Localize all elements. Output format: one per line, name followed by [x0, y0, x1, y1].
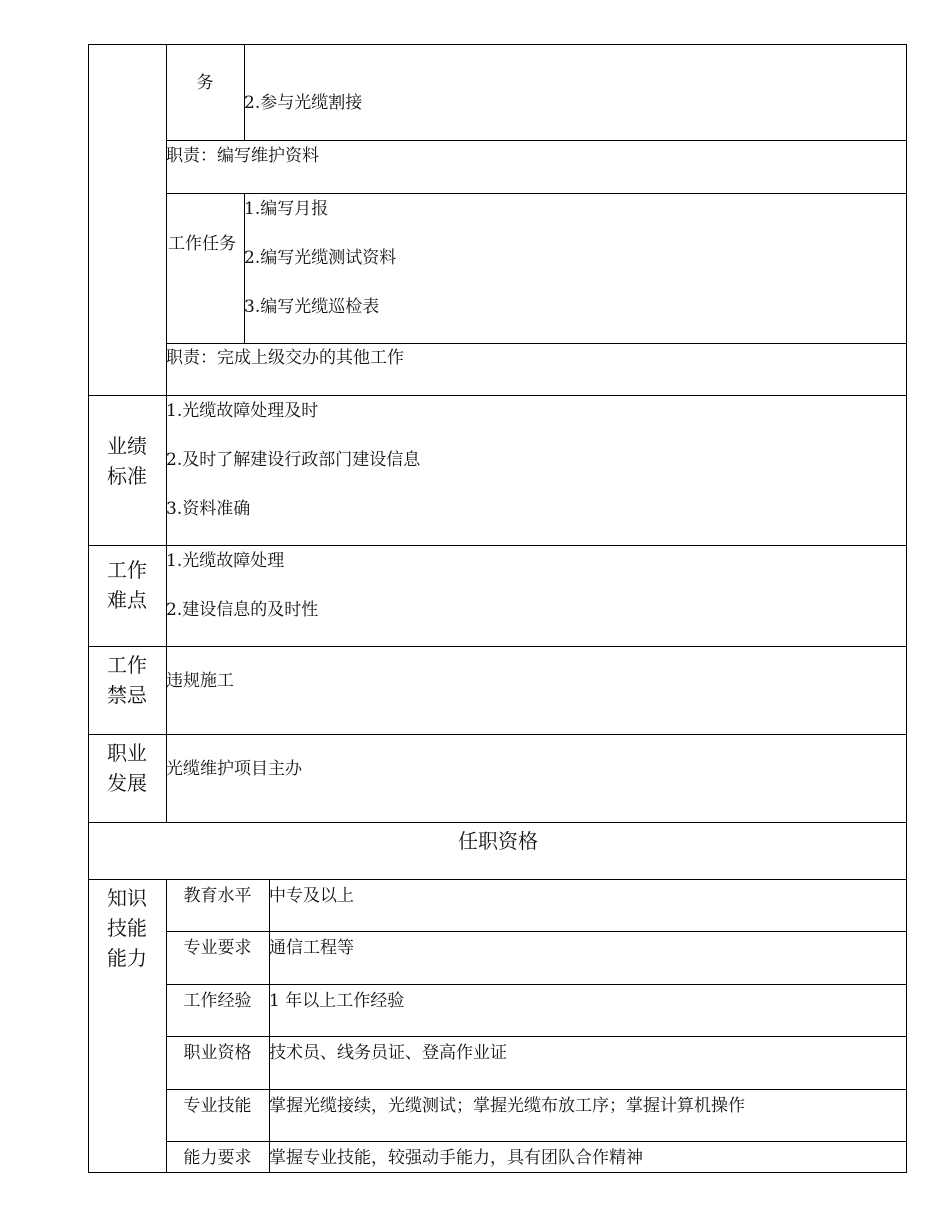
career-value: 光缆维护项目主办 — [166, 759, 302, 779]
performance-item-2: 2.及时了解建设行政部门建设信息 — [166, 450, 421, 470]
h-line-header-top — [88, 822, 907, 823]
taboos-label — [88, 650, 166, 710]
qual-label-certification: 职业资格 — [183, 1043, 252, 1063]
border-top — [88, 44, 907, 45]
taboos-label-text: 工作禁忌 — [107, 653, 147, 707]
qual-label-skills: 专业技能 — [183, 1096, 252, 1116]
performance-item-3: 3.资料准确 — [166, 499, 251, 519]
qual-label-major: 专业要求 — [183, 938, 252, 958]
h-line-career-top — [88, 734, 907, 735]
task-label-partial: 务 — [196, 73, 214, 93]
h-line-perf-top — [88, 395, 907, 396]
task-2-item-3: 3.编写光缆巡检表 — [244, 297, 380, 317]
h-line-diff-top — [88, 545, 907, 546]
task-partial-item: 2.参与光缆割接 — [244, 93, 363, 113]
qualifications-group-label — [88, 883, 166, 973]
qual-value-certification: 技术员、线务员证、登高作业证 — [269, 1043, 507, 1063]
qual-row-line-3 — [166, 1036, 907, 1037]
qual-value-education: 中专及以上 — [269, 886, 354, 906]
qual-value-experience: 1 年以上工作经验 — [269, 991, 405, 1011]
h-line-3 — [166, 343, 907, 344]
task-label-2-text: 工作任务 — [168, 234, 236, 254]
performance-item-1: 1.光缆故障处理及时 — [166, 401, 319, 421]
difficulties-label-text: 工作难点 — [107, 558, 147, 612]
qual-row-line-4 — [166, 1089, 907, 1090]
qual-row-line-2 — [166, 984, 907, 985]
h-line-1 — [166, 140, 907, 141]
performance-label-text: 业绩标准 — [107, 434, 147, 488]
qual-value-ability: 掌握专业技能，较强动手能力，具有团队合作精神 — [269, 1148, 643, 1168]
qual-row-line-1 — [166, 931, 907, 932]
difficulties-item-2: 2.建设信息的及时性 — [166, 600, 319, 620]
qual-value-major: 通信工程等 — [269, 938, 354, 958]
h-line-header-bottom — [88, 879, 907, 880]
career-label-text: 职业发展 — [107, 741, 147, 795]
qual-label-education: 教育水平 — [183, 886, 252, 906]
task-label-2 — [167, 232, 237, 256]
qual-row-line-5 — [166, 1141, 907, 1142]
border-bottom — [88, 1172, 907, 1173]
qual-value-skills: 掌握光缆接续，光缆测试；掌握光缆布放工序；掌握计算机操作 — [269, 1096, 745, 1116]
performance-label — [88, 431, 166, 491]
h-line-taboo-top — [88, 646, 907, 647]
duty-3-text: 职责：完成上级交办的其他工作 — [166, 348, 404, 368]
h-line-2 — [166, 193, 907, 194]
col1-divider-bottom — [166, 880, 167, 1173]
qual-label-experience: 工作经验 — [183, 991, 252, 1011]
career-label — [88, 738, 166, 798]
task-2-item-2: 2.编写光缆测试资料 — [244, 248, 397, 268]
difficulties-label — [88, 555, 166, 615]
qual-col-divider — [269, 880, 270, 1173]
qualifications-group-label-text: 知识技能能力 — [107, 886, 147, 970]
duty-2-text: 职责：编写维护资料 — [166, 146, 319, 166]
border-right — [906, 44, 907, 1173]
qual-label-ability: 能力要求 — [183, 1148, 252, 1168]
qualifications-header: 任职资格 — [458, 829, 538, 853]
taboos-value: 违规施工 — [166, 671, 234, 691]
task-2-item-1: 1.编写月报 — [244, 199, 329, 219]
difficulties-item-1: 1.光缆故障处理 — [166, 551, 285, 571]
